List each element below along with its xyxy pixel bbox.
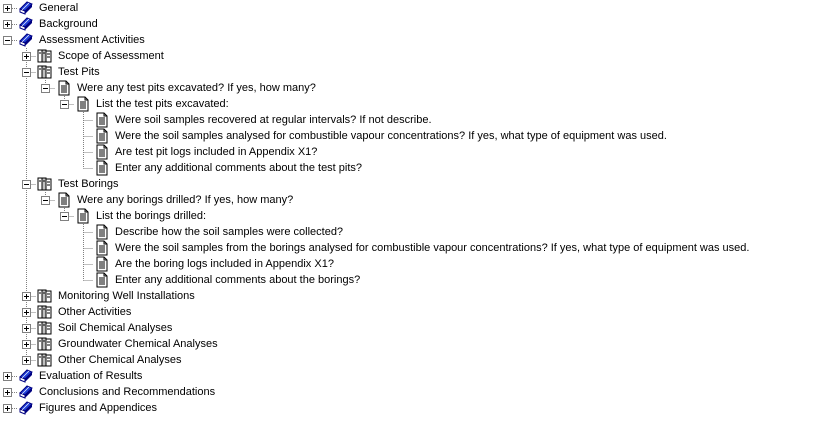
- tree-node-label[interactable]: Were any borings drilled? If yes, how many?: [77, 194, 294, 206]
- tree-node-are-the-boring-logs-included-in-appendix[interactable]: [0, 256, 813, 272]
- books-stack-icon: [37, 288, 53, 304]
- tree-node-label[interactable]: Groundwater Chemical Analyses: [58, 338, 218, 350]
- book-icon: [18, 0, 34, 16]
- books-stack-icon: [37, 304, 53, 320]
- expand-toggle-icon[interactable]: [3, 372, 12, 381]
- books-stack-icon: [37, 320, 53, 336]
- collapse-toggle-icon[interactable]: [60, 212, 69, 221]
- tree-node-label[interactable]: Other Chemical Analyses: [58, 354, 182, 366]
- expand-toggle-icon[interactable]: [3, 388, 12, 397]
- tree-node-list-the-test-pits-excavated[interactable]: [0, 96, 813, 112]
- tree-node-label[interactable]: Evaluation of Results: [39, 370, 143, 382]
- tree-node-figures-and-appendices[interactable]: [0, 400, 813, 416]
- book-icon: [18, 384, 34, 400]
- tree-node-label[interactable]: Figures and Appendices: [39, 402, 158, 414]
- books-stack-icon: [37, 64, 53, 80]
- tree-node-label[interactable]: Describe how the soil samples were collected?: [115, 226, 344, 238]
- tree-node-test-borings[interactable]: [0, 176, 813, 192]
- tree-node-conclusions-and-recommendations[interactable]: [0, 384, 813, 400]
- books-stack-icon: [37, 336, 53, 352]
- collapse-toggle-icon[interactable]: [60, 100, 69, 109]
- tree-node-label[interactable]: Test Borings: [58, 178, 119, 190]
- expand-toggle-icon[interactable]: [22, 324, 31, 333]
- tree-node-were-any-borings-drilled-if-yes-how-many[interactable]: [0, 192, 813, 208]
- document-icon: [94, 112, 110, 128]
- document-icon: [94, 256, 110, 272]
- tree-node-were-any-test-pits-excavated-if-yes-how-[interactable]: [0, 80, 813, 96]
- tree-node-label[interactable]: List the borings drilled:: [96, 210, 207, 222]
- tree-node-label[interactable]: Test Pits: [58, 66, 100, 78]
- tree-node-label[interactable]: Were soil samples recovered at regular intervals? If not describe.: [115, 114, 432, 126]
- tree-node-other-chemical-analyses[interactable]: [0, 352, 813, 368]
- expand-toggle-icon[interactable]: [22, 356, 31, 365]
- tree-node-label[interactable]: Were the soil samples analysed for combustible vapour concentrations? If yes, what type of equipment was used.: [115, 130, 667, 142]
- tree-node-label[interactable]: Were any test pits excavated? If yes, how many?: [77, 82, 316, 94]
- collapse-toggle-icon[interactable]: [41, 84, 50, 93]
- tree-node-label[interactable]: Enter any additional comments about the test pits?: [115, 162, 363, 174]
- document-icon: [94, 224, 110, 240]
- book-icon: [18, 32, 34, 48]
- tree-node-label[interactable]: Enter any additional comments about the borings?: [115, 274, 361, 286]
- tree-node-label[interactable]: Are test pit logs included in Appendix X1?: [115, 146, 318, 158]
- document-icon: [94, 128, 110, 144]
- tree-node-label[interactable]: Other Activities: [58, 306, 132, 318]
- collapse-toggle-icon[interactable]: [3, 36, 12, 45]
- tree-node-are-test-pit-logs-included-in-appendix-x[interactable]: [0, 144, 813, 160]
- tree-node-label[interactable]: Background: [39, 18, 98, 30]
- tree-node-list-the-borings-drilled[interactable]: [0, 208, 813, 224]
- expand-toggle-icon[interactable]: [22, 340, 31, 349]
- tree-node-general[interactable]: [0, 0, 813, 16]
- tree-node-label[interactable]: Monitoring Well Installations: [58, 290, 195, 302]
- document-icon: [94, 272, 110, 288]
- document-icon: [94, 240, 110, 256]
- tree-node-label[interactable]: Conclusions and Recommendations: [39, 386, 216, 398]
- books-stack-icon: [37, 48, 53, 64]
- book-icon: [18, 16, 34, 32]
- tree-node-scope-of-assessment[interactable]: [0, 48, 813, 64]
- tree-node-monitoring-well-installations[interactable]: [0, 288, 813, 304]
- document-icon: [94, 160, 110, 176]
- tree-node-were-soil-samples-recovered-at-regular-i[interactable]: [0, 112, 813, 128]
- expand-toggle-icon[interactable]: [3, 4, 12, 13]
- tree-node-label[interactable]: Scope of Assessment: [58, 50, 164, 62]
- tree-node-label[interactable]: Are the boring logs included in Appendix X1?: [115, 258, 334, 270]
- books-stack-icon: [37, 176, 53, 192]
- tree-node-groundwater-chemical-analyses[interactable]: [0, 336, 813, 352]
- tree-node-assessment-activities[interactable]: [0, 32, 813, 48]
- tree-node-enter-any-additional-comments-about-the-[interactable]: [0, 160, 813, 176]
- tree-node-soil-chemical-analyses[interactable]: [0, 320, 813, 336]
- tree-node-label[interactable]: List the test pits excavated:: [96, 98, 229, 110]
- collapse-toggle-icon[interactable]: [41, 196, 50, 205]
- tree-node-describe-how-the-soil-samples-were-colle[interactable]: [0, 224, 813, 240]
- tree-node-were-the-soil-samples-from-the-borings-a[interactable]: [0, 240, 813, 256]
- collapse-toggle-icon[interactable]: [22, 68, 31, 77]
- books-stack-icon: [37, 352, 53, 368]
- tree-node-label[interactable]: Soil Chemical Analyses: [58, 322, 173, 334]
- document-icon: [94, 144, 110, 160]
- document-icon: [56, 80, 72, 96]
- tree-node-were-the-soil-samples-analysed-for-combu[interactable]: [0, 128, 813, 144]
- book-icon: [18, 368, 34, 384]
- tree-node-other-activities[interactable]: [0, 304, 813, 320]
- book-icon: [18, 400, 34, 416]
- collapse-toggle-icon[interactable]: [22, 180, 31, 189]
- document-icon: [75, 208, 91, 224]
- expand-toggle-icon[interactable]: [22, 308, 31, 317]
- document-icon: [75, 96, 91, 112]
- document-icon: [56, 192, 72, 208]
- expand-toggle-icon[interactable]: [3, 20, 12, 29]
- expand-toggle-icon[interactable]: [22, 52, 31, 61]
- tree-node-label[interactable]: General: [39, 2, 79, 14]
- tree-node-test-pits[interactable]: [0, 64, 813, 80]
- tree-node-label[interactable]: Assessment Activities: [39, 34, 145, 46]
- tree-node-enter-any-additional-comments-about-the-[interactable]: [0, 272, 813, 288]
- tree-node-label[interactable]: Were the soil samples from the borings analysed for combustible vapour concentrations? If yes, what type of equipment was used.: [115, 242, 750, 254]
- expand-toggle-icon[interactable]: [3, 404, 12, 413]
- expand-toggle-icon[interactable]: [22, 292, 31, 301]
- tree-node-background[interactable]: [0, 16, 813, 32]
- tree-node-evaluation-of-results[interactable]: [0, 368, 813, 384]
